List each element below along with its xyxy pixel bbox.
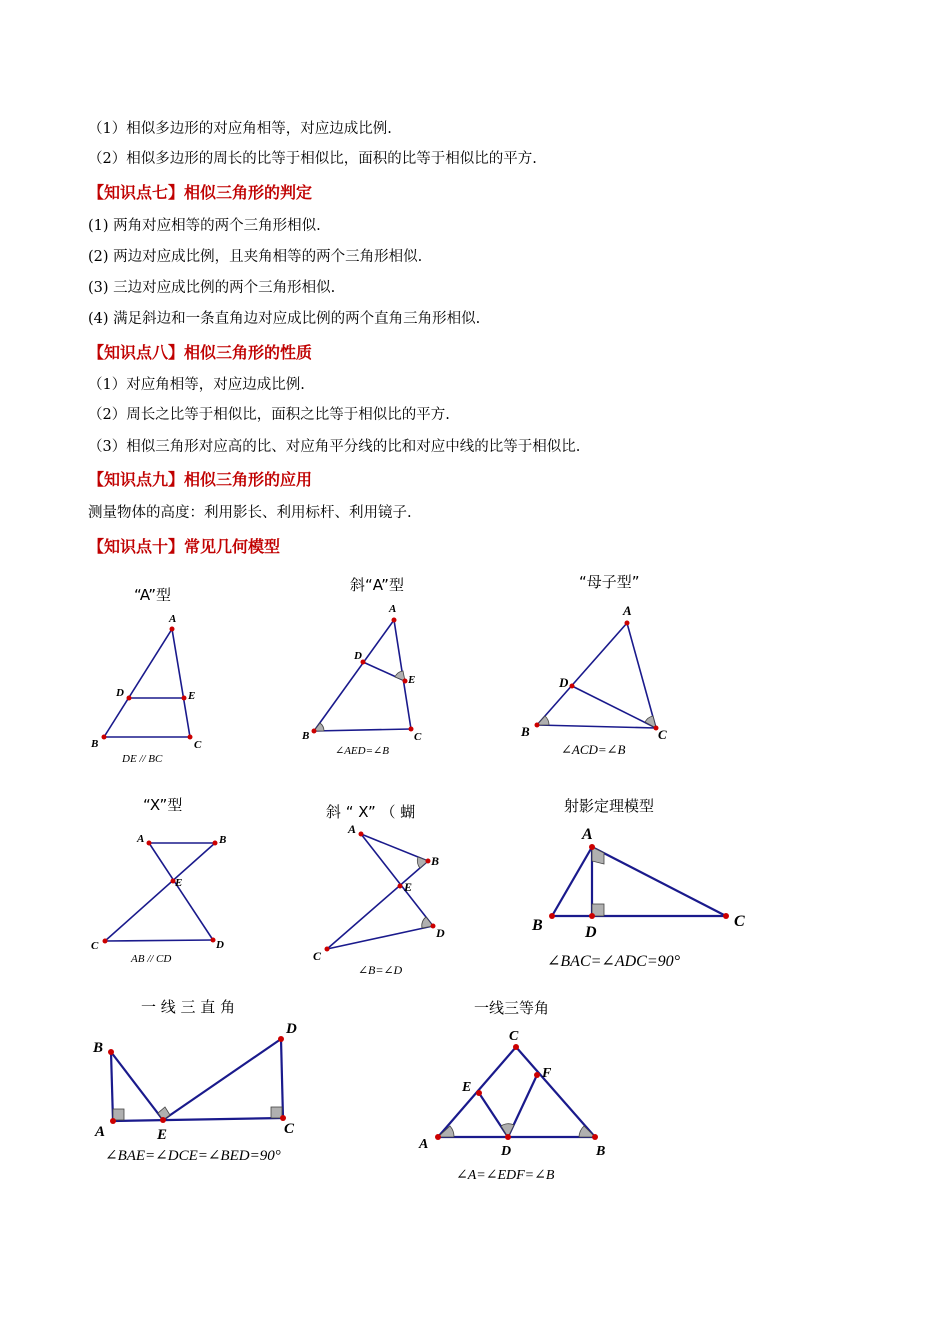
label-d: D <box>559 675 569 690</box>
figure-three-equal-caption: ∠A=∠EDF=∠B <box>456 1168 555 1183</box>
segment-ab <box>537 623 627 725</box>
label-a: A <box>582 826 593 843</box>
point-a <box>392 618 397 623</box>
label-b: B <box>596 1144 606 1159</box>
label-a: A <box>419 1137 429 1152</box>
point-d <box>505 1134 511 1140</box>
kp8-item-1: （1）对应角相等，对应边成比例. <box>88 377 305 393</box>
point-d <box>589 913 595 919</box>
label-b: B <box>91 738 99 750</box>
label-e: E <box>175 877 183 889</box>
label-b: B <box>431 854 440 868</box>
segment-ab <box>104 629 172 737</box>
kp9-heading: 【知识点九】相似三角形的应用 <box>88 470 313 489</box>
point-a <box>170 627 175 632</box>
point-d <box>211 938 216 943</box>
figure-three-right <box>85 990 325 1170</box>
label-b: B <box>219 834 227 846</box>
label-a: A <box>389 603 397 615</box>
figure-slant-x-caption: ∠B=∠D <box>358 963 403 977</box>
label-c: C <box>194 739 202 751</box>
kp8-item-2: （2）周长之比等于相似比，面积之比等于相似比的平方. <box>88 407 450 423</box>
point-c <box>723 913 729 919</box>
angle-c-mark <box>271 1107 282 1118</box>
label-d: D <box>286 1021 297 1037</box>
point-b <box>535 723 540 728</box>
segment-cd <box>572 686 656 728</box>
point-f <box>534 1072 540 1078</box>
label-d: D <box>354 650 362 662</box>
point-c <box>409 727 414 732</box>
label-d: D <box>216 939 224 951</box>
segment-ab <box>552 847 592 916</box>
point-b <box>108 1049 114 1055</box>
kp9-text: 测量物体的高度：利用影长、利用标杆、利用镜子. <box>88 505 412 521</box>
segment-cd <box>327 926 433 949</box>
point-c <box>325 947 330 952</box>
polygon-prop-1: （1）相似多边形的对应角相等，对应边成比例. <box>88 121 392 137</box>
segment-ad <box>149 843 213 940</box>
figure-x-type <box>85 790 245 970</box>
point-b <box>592 1134 598 1140</box>
label-a: A <box>348 822 357 836</box>
label-d: D <box>501 1144 512 1159</box>
point-a <box>359 832 364 837</box>
segment-ed <box>163 1039 281 1120</box>
point-a <box>435 1134 441 1140</box>
point-c <box>103 939 108 944</box>
segment-bc <box>105 843 215 941</box>
figure-projection-caption: ∠BAC=∠ADC=90° <box>547 953 681 970</box>
label-c: C <box>414 731 422 743</box>
point-d <box>431 924 436 929</box>
figure-three-equal <box>410 990 630 1190</box>
angle-a-mark <box>113 1109 124 1120</box>
point-b <box>426 859 431 864</box>
point-a <box>589 844 595 850</box>
label-c: C <box>284 1121 295 1137</box>
label-b: B <box>93 1040 104 1056</box>
kp8-item-3: （3）相似三角形对应高的比、对应角平分线的比和对应中线的比等于相似比. <box>88 439 581 455</box>
segment-ac <box>592 847 726 916</box>
label-e: E <box>188 690 196 702</box>
label-e: E <box>408 674 416 686</box>
point-b <box>549 913 555 919</box>
label-e: E <box>404 880 413 894</box>
point-b <box>213 841 218 846</box>
figure-three-right-caption: ∠BAE=∠DCE=∠BED=90° <box>105 1148 281 1164</box>
label-a: A <box>169 613 177 625</box>
kp7-item-3: (3) 三边对应成比例的两个三角形相似. <box>88 280 336 296</box>
label-c: C <box>509 1029 519 1044</box>
segment-ac <box>172 629 190 737</box>
label-a: A <box>623 603 632 618</box>
figure-x-type-caption: AB // CD <box>131 953 172 965</box>
label-e: E <box>157 1127 168 1143</box>
segment-ac <box>627 623 656 728</box>
figure-mother-child-caption: ∠ACD=∠B <box>561 742 626 757</box>
label-c: C <box>91 940 99 952</box>
figure-a-type <box>80 580 230 775</box>
point-e <box>398 884 403 889</box>
label-c: C <box>658 727 667 742</box>
label-d: D <box>436 926 445 940</box>
point-c <box>513 1044 519 1050</box>
point-e <box>160 1117 166 1123</box>
kp7-heading: 【知识点七】相似三角形的判定 <box>88 183 313 202</box>
label-b: B <box>302 730 310 742</box>
point-e <box>403 679 408 684</box>
point-e <box>182 696 187 701</box>
point-a <box>147 841 152 846</box>
kp10-heading: 【知识点十】常见几何模型 <box>88 537 281 556</box>
figure-three-right-title: 一 线 三 直 角 <box>141 998 236 1016</box>
segment-bc <box>314 729 411 731</box>
kp7-item-1: (1) 两角对应相等的两个三角形相似. <box>88 218 321 234</box>
label-b: B <box>521 724 530 739</box>
label-d: D <box>116 687 124 699</box>
figure-slant-x <box>300 795 470 980</box>
label-f: F <box>542 1066 552 1081</box>
kp7-item-2: (2) 两边对应成比例，且夹角相等的两个三角形相似. <box>88 249 423 265</box>
figure-slant-x-title: 斜 “ X” （ 蝴 <box>326 803 416 821</box>
figure-slant-a <box>295 570 445 765</box>
point-c <box>188 735 193 740</box>
label-a: A <box>95 1124 106 1140</box>
point-d <box>570 684 575 689</box>
point-b <box>312 729 317 734</box>
segment-bc <box>327 861 428 949</box>
figure-x-type-title: “X”型 <box>143 796 183 814</box>
label-c: C <box>313 949 322 963</box>
figure-mother-child <box>515 565 690 765</box>
point-a <box>625 621 630 626</box>
point-d <box>278 1036 284 1042</box>
point-a <box>110 1118 116 1124</box>
segment-ac <box>113 1118 283 1121</box>
figure-projection-title: 射影定理模型 <box>564 797 655 815</box>
figure-a-type-title: “A”型 <box>134 586 172 604</box>
segment-dc <box>281 1039 283 1118</box>
segment-ab <box>314 620 394 731</box>
segment-bc <box>537 725 656 728</box>
segment-cd <box>105 940 213 941</box>
point-d <box>127 696 132 701</box>
label-b: B <box>532 917 543 934</box>
point-b <box>102 735 107 740</box>
point-e <box>476 1090 482 1096</box>
figure-three-equal-title: 一线三等角 <box>474 999 550 1017</box>
figure-a-type-caption: DE // BC <box>122 753 163 765</box>
figure-projection <box>525 790 755 980</box>
figure-slant-a-title: 斜“A”型 <box>350 576 404 594</box>
label-e: E <box>462 1080 472 1095</box>
label-a: A <box>137 833 145 845</box>
label-d: D <box>585 924 597 941</box>
polygon-prop-2: （2）相似多边形的周长的比等于相似比，面积的比等于相似比的平方. <box>88 151 537 167</box>
kp8-heading: 【知识点八】相似三角形的性质 <box>88 343 313 362</box>
figure-mother-child-title: “母子型” <box>579 573 640 591</box>
label-c: C <box>734 913 745 930</box>
kp7-item-4: (4) 满足斜边和一条直角边对应成比例的两个直角三角形相似. <box>88 311 481 327</box>
figure-slant-a-caption: ∠AED=∠B <box>335 745 389 757</box>
